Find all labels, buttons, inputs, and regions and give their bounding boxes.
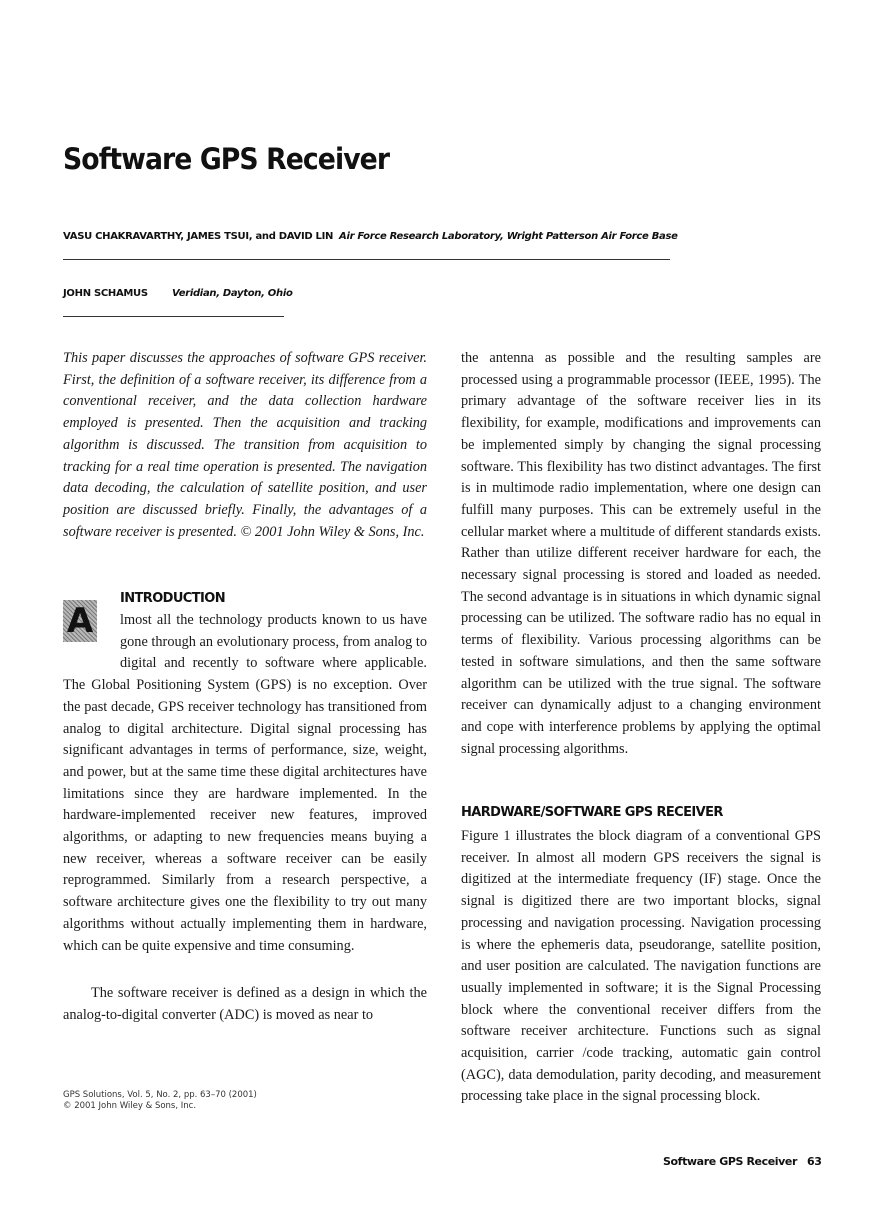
introduction-paragraph-1 bbox=[63, 610, 427, 957]
introduction-text-1: lmost all the technology products known to us have gone through an evolutionary process, from analog to digital and recently to software where applicable. The Global Positioning System (GPS) is no exception. Over the past decade, GPS receiver technology has transitioned from analog to digital architecture. Digital signal processing has significant advantages in terms of performance, size, weight, and power, but at the same time these digital architectures have limitations since they are hardware implemented. In the hardware-implemented receiver new features, improved algorithms, or adapting to new frequencies means buying a new receiver, whereas a software receiver can be easily reprogrammed. Similarly from a research perspective, a software architecture gives one the flexibility to try out many algorithms without actually implementing them in hardware, which can be quite expensive and time consuming. bbox=[63, 612, 427, 954]
hardware-software-paragraph: Figure 1 illustrates the block diagram of a conventional GPS receiver. In almost all modern GPS receivers the signal is digitized at the intermediate frequency (IF) stage. Once the signal is digitized there are two important blocks, signal processing and navigation processing. Navigation processing is where the ephemeris data, pseudorange, satellite position, and user position are calculated. The navigation functions are usually implemented in software; it is the Signal Processing block where the conventional receiver differs from the software receiver architecture. Functions such as signal acquisition, carrier /code tracking, automatic gain control (AGC), data demodulation, parity decoding, and measurement processing take place in the signal processing block. bbox=[461, 828, 821, 1105]
publication-footnote bbox=[63, 1090, 257, 1112]
author-affiliation-2: Veridian, Dayton, Ohio bbox=[172, 288, 293, 299]
drop-cap: A bbox=[63, 600, 97, 642]
footnote-copyright: © 2001 John Wiley & Sons, Inc. bbox=[63, 1101, 197, 1111]
author-names-2: JOHN SCHAMUS bbox=[63, 288, 148, 299]
running-footer-title: Software GPS Receiver bbox=[663, 1155, 798, 1168]
author-affiliation-1: Air Force Research Laboratory, Wright Patterson Air Force Base bbox=[339, 231, 678, 242]
introduction-heading: INTRODUCTION bbox=[120, 591, 225, 606]
paper-title: Software GPS Receiver bbox=[63, 142, 390, 176]
author-rule-1 bbox=[63, 259, 670, 260]
hardware-software-heading: HARDWARE/SOFTWARE GPS RECEIVER bbox=[461, 805, 723, 820]
abstract: This paper discusses the approaches of software GPS receiver. First, the definition of a software receiver, its difference from a conventional receiver, and the data collection hardware employed is presented. Then the acquisition and tracking algorithm is discussed. The transition from acquisition to tracking for a real time operation is presented. The navigation data decoding, the calculation of satellite position, and user position are discussed briefly. Finally, the advantages of a software receiver is presented. © 2001 John Wiley & Sons, Inc. bbox=[63, 350, 427, 540]
drop-cap-spacer bbox=[63, 610, 120, 654]
introduction-paragraph-2: The software receiver is defined as a design in which the analog-to-digital converter (ADC) is moved as near to bbox=[63, 985, 427, 1023]
author-names-1: VASU CHAKRAVARTHY, JAMES TSUI, and DAVID LIN bbox=[63, 231, 334, 242]
introduction-paragraph-2-continued: the antenna as possible and the resulting samples are processed using a programmable processor (IEEE, 1995). The primary advantage of the software receiver lies in its flexibility, for example, modifications and improvements can be implemented simply by changing the signal processing software. This flexibility has two distinct advantages. The first is in multimode radio implementation, where one design can fulfill many purposes. This can be extremely useful in the cellular market where a multitude of different standards exists. Rather than utilize different receiver hardware for each, the necessary signal processing is stored and loaded as needed. The second advantage is in situations in which dynamic signal processing can be utilized. The software radio has no equal in terms of flexibility. Various processing algorithms can be tested in software simulations, and then the same software algorithm can be utilized with the true signal. The software receiver can dynamically adjust to a changing environment and cope with interference problems by applying the optimal signal processing algorithms. bbox=[461, 350, 821, 757]
page-number: 63 bbox=[807, 1155, 822, 1168]
footnote-citation: GPS Solutions, Vol. 5, No. 2, pp. 63–70 (2001) bbox=[63, 1090, 257, 1100]
author-rule-2 bbox=[63, 316, 284, 317]
